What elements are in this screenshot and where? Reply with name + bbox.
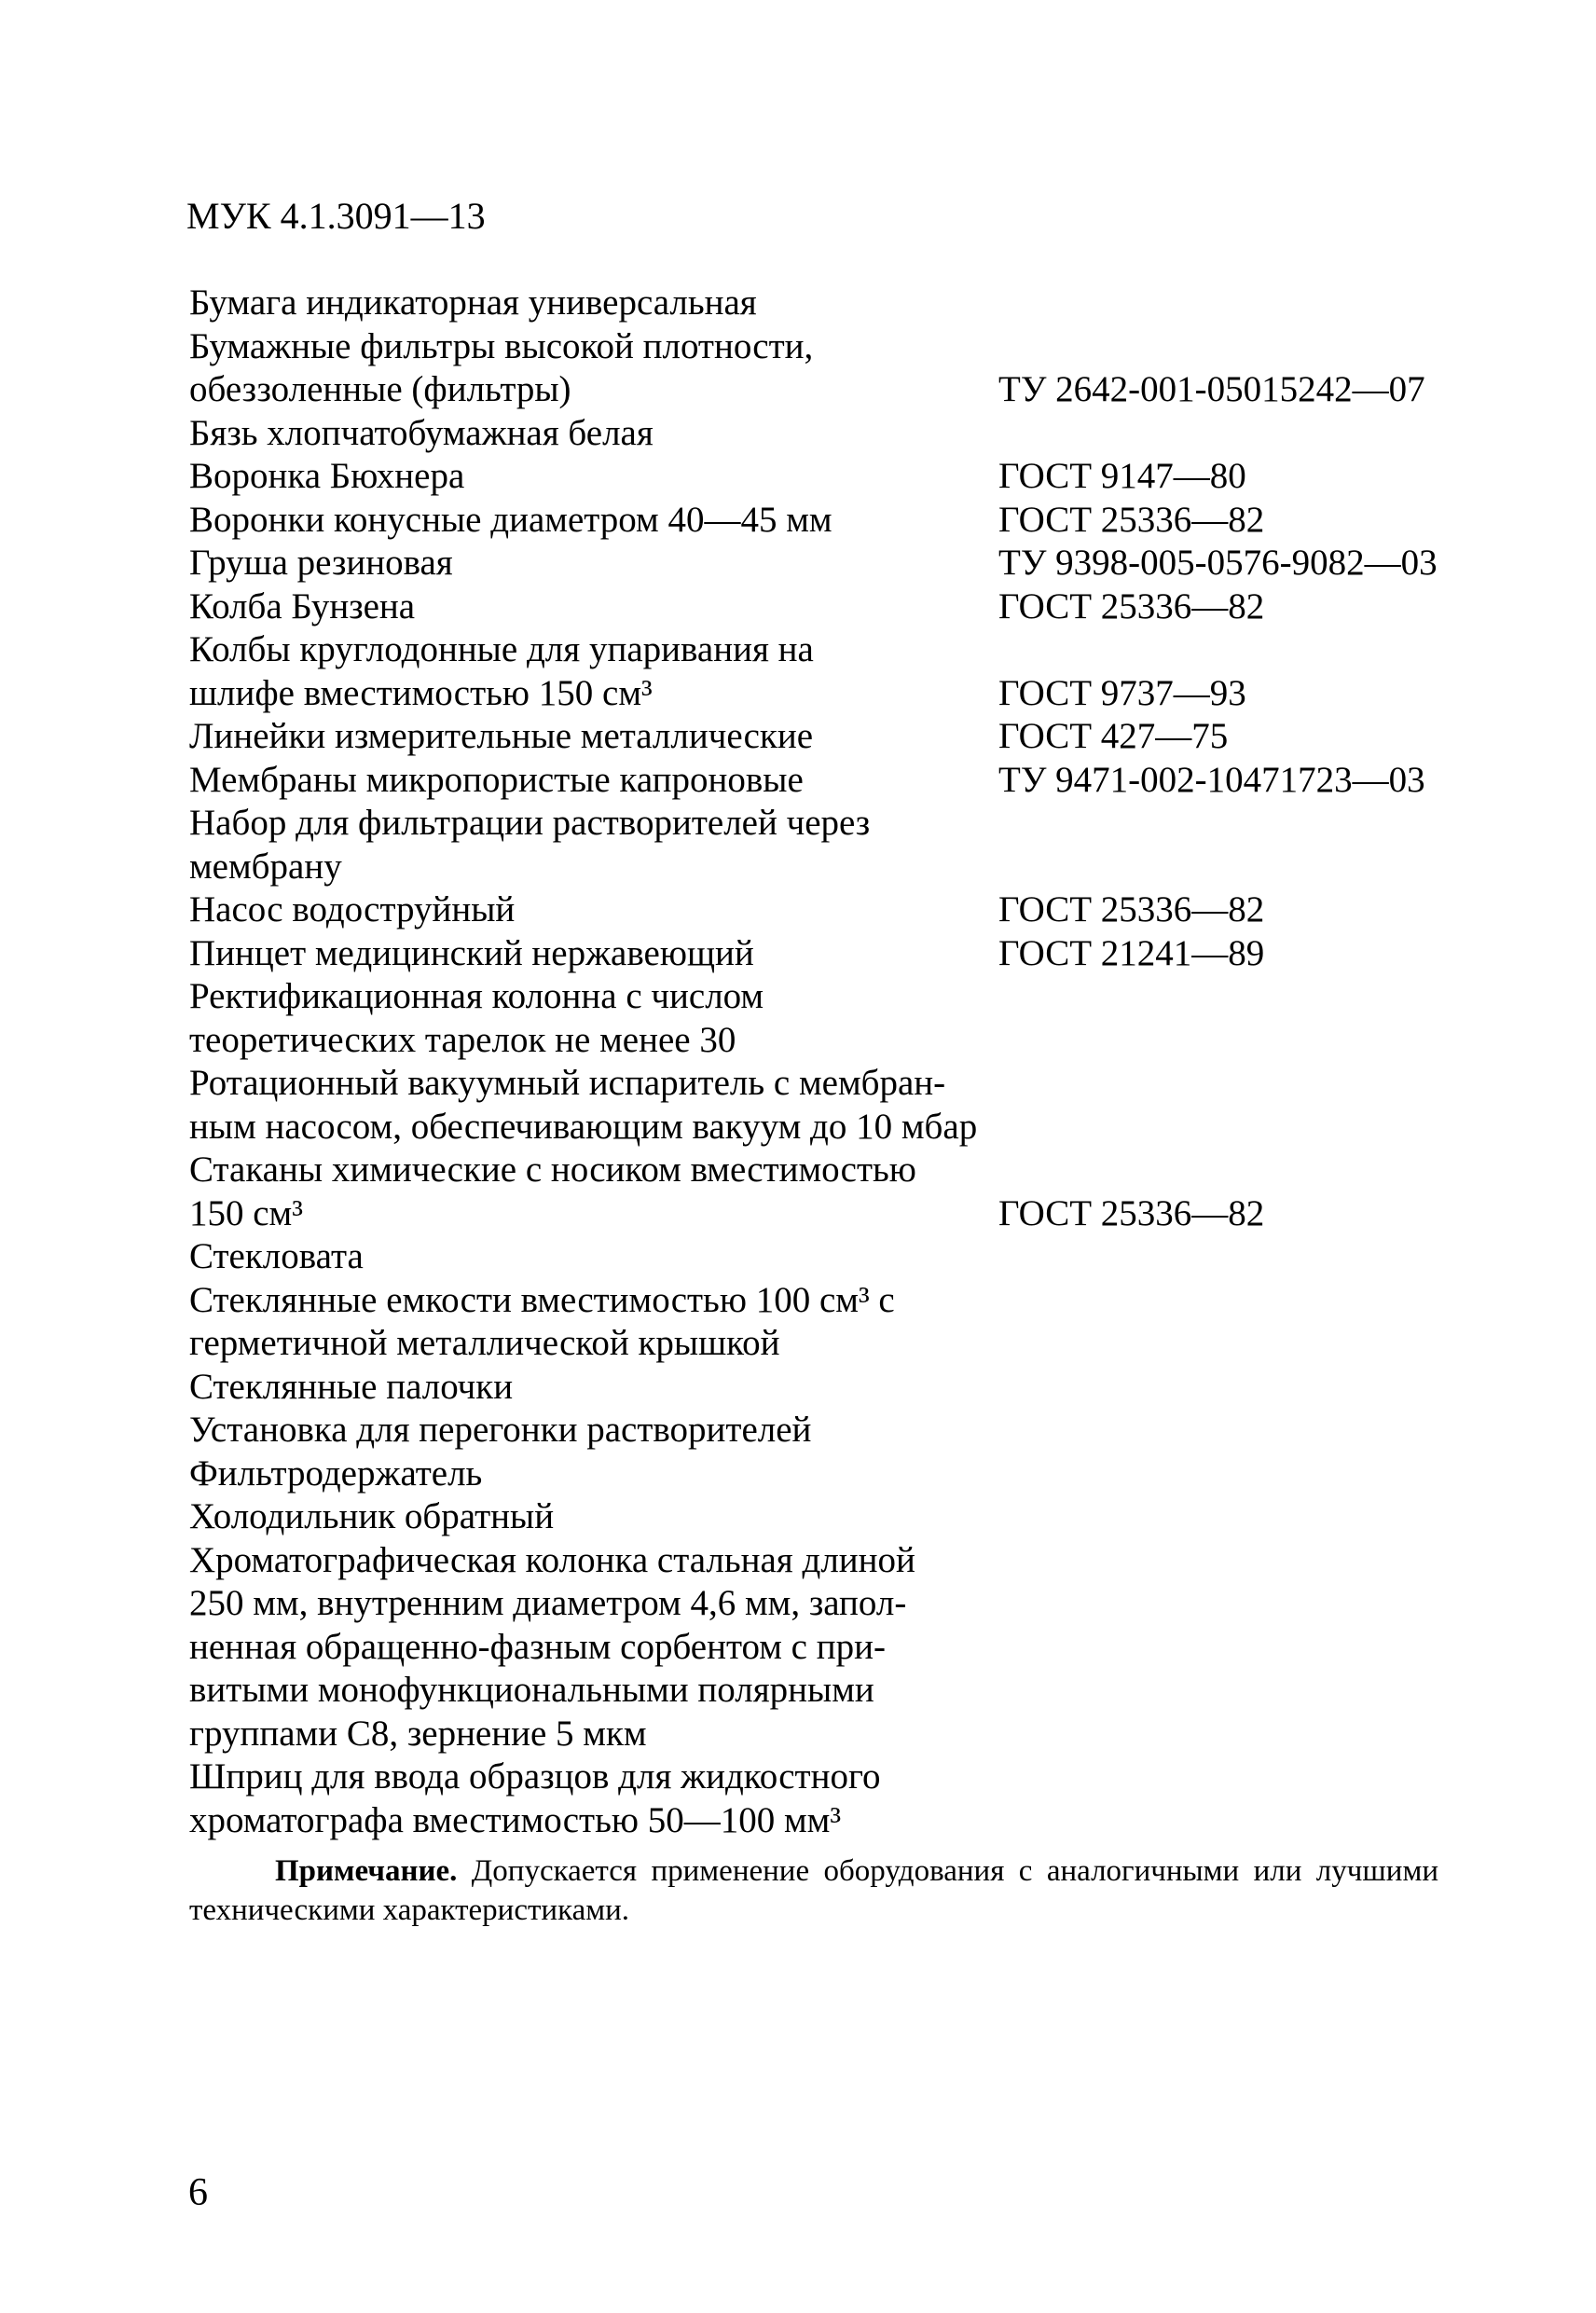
equipment-name-line: шлифе вместимостью 150 см³ <box>189 672 653 713</box>
equipment-row <box>189 1669 1494 1713</box>
note-title: Примечание. <box>275 1854 458 1888</box>
equipment-row <box>189 282 1494 325</box>
equipment-row <box>189 499 1494 543</box>
equipment-name-line: Набор для фильтрации растворителей через <box>189 803 871 843</box>
equipment-row <box>189 628 1494 672</box>
equipment-name-line: Воронки конусные диаметром 40—45 мм <box>189 499 832 540</box>
equipment-row <box>189 585 1494 629</box>
equipment-name-line: Стекловата <box>189 1236 364 1276</box>
equipment-row <box>189 932 1494 976</box>
equipment-row <box>189 325 1494 369</box>
equipment-name-line: хроматографа вместимостью 50—100 мм³ <box>189 1799 842 1840</box>
equipment-row <box>189 888 1494 932</box>
equipment-name-line: Фильтродержатель <box>189 1453 483 1494</box>
equipment-standard: ТУ 9398-005-0576-9082—03 <box>998 543 1438 583</box>
equipment-row <box>189 368 1494 412</box>
equipment-row <box>189 846 1494 889</box>
equipment-row <box>189 802 1494 846</box>
document-code-header: МУК 4.1.3091—13 <box>186 195 486 237</box>
equipment-row <box>189 715 1494 759</box>
equipment-standard: ГОСТ 427—75 <box>998 716 1229 756</box>
equipment-name-line: Груша резиновая <box>189 543 453 583</box>
equipment-row <box>189 759 1494 803</box>
equipment-row <box>189 1453 1494 1496</box>
equipment-row <box>189 1799 1494 1843</box>
note-text: Допускается применение оборудования с аналогичными или лучшими техническими характеристиками. <box>189 1854 1438 1927</box>
equipment-name-line: Хроматографическая колонка стальная длиной <box>189 1539 915 1580</box>
equipment-name-line: Бумага индикаторная универсальная <box>189 282 757 323</box>
equipment-name-line: 150 см³ <box>189 1192 303 1233</box>
equipment-row <box>189 1235 1494 1279</box>
equipment-standard: ТУ 9471-002-10471723—03 <box>998 759 1425 800</box>
equipment-standard: ГОСТ 9737—93 <box>998 672 1246 713</box>
equipment-row <box>189 1106 1494 1150</box>
equipment-name-line: Холодильник обратный <box>189 1496 555 1536</box>
equipment-standard: ТУ 2642-001-05015242—07 <box>998 369 1425 409</box>
equipment-name-line: Колба Бунзена <box>189 585 416 626</box>
equipment-name-line: Мембраны микропористые капроновые <box>189 759 804 800</box>
equipment-row <box>189 455 1494 499</box>
equipment-name-line: герметичной металлической крышкой <box>189 1323 780 1363</box>
equipment-row <box>189 1582 1494 1626</box>
equipment-row <box>189 1019 1494 1063</box>
equipment-row <box>189 1149 1494 1192</box>
equipment-name-line: Установка для перегонки растворителей <box>189 1410 812 1450</box>
equipment-name-line: Стеклянные палочки <box>189 1366 514 1407</box>
equipment-name-line: Ротационный вакуумный испаритель с мембран- <box>189 1063 946 1103</box>
equipment-name-line: Насос водоструйный <box>189 889 516 929</box>
equipment-row <box>189 1495 1494 1539</box>
equipment-name-line: Бязь хлопчатобумажная белая <box>189 412 654 453</box>
equipment-row <box>189 1626 1494 1670</box>
equipment-standard: ГОСТ 25336—82 <box>998 889 1265 929</box>
equipment-row <box>189 1409 1494 1453</box>
equipment-name-line: ным насосом, обеспечивающим вакуум до 10 мбар <box>189 1106 978 1147</box>
equipment-row <box>189 672 1494 716</box>
equipment-row <box>189 412 1494 456</box>
equipment-name-line: мембрану <box>189 846 342 887</box>
note-paragraph <box>189 1852 1438 1930</box>
equipment-name-line: Стаканы химические с носиком вместимостью <box>189 1150 916 1190</box>
equipment-name-line: Шприц для ввода образцов для жидкостного <box>189 1756 881 1797</box>
equipment-name-line: обеззоленные (фильтры) <box>189 369 571 409</box>
equipment-row <box>189 1755 1494 1799</box>
equipment-name-line: Колбы круглодонные для упаривания на <box>189 629 814 669</box>
equipment-standard: ГОСТ 21241—89 <box>998 932 1265 973</box>
equipment-row <box>189 1192 1494 1236</box>
equipment-row <box>189 975 1494 1019</box>
equipment-name-line: витыми монофункциональными полярными <box>189 1670 874 1710</box>
equipment-row <box>189 1062 1494 1106</box>
equipment-standard: ГОСТ 25336—82 <box>998 499 1265 540</box>
equipment-name-line: ненная обращенно-фазным сорбентом с при- <box>189 1626 886 1667</box>
equipment-standard: ГОСТ 9147—80 <box>998 456 1246 496</box>
equipment-row <box>189 542 1494 585</box>
page-number: 6 <box>188 2171 208 2214</box>
equipment-standard: ГОСТ 25336—82 <box>998 585 1265 626</box>
equipment-name-line: Ректификационная колонна с числом <box>189 976 764 1016</box>
equipment-name-line: группами С8, зернение 5 мкм <box>189 1713 647 1754</box>
equipment-name-line: Линейки измерительные металлические <box>189 716 814 756</box>
equipment-row <box>189 1713 1494 1756</box>
equipment-name-line: 250 мм, внутренним диаметром 4,6 мм, запол- <box>189 1583 907 1623</box>
equipment-name-line: Воронка Бюхнера <box>189 456 465 496</box>
equipment-row <box>189 1279 1494 1323</box>
equipment-row <box>189 1322 1494 1366</box>
equipment-name-line: Стеклянные емкости вместимостью 100 см³ с <box>189 1279 895 1320</box>
equipment-name-line: Бумажные фильтры высокой плотности, <box>189 325 814 366</box>
equipment-row <box>189 1366 1494 1410</box>
equipment-row <box>189 1539 1494 1583</box>
equipment-name-line: Пинцет медицинский нержавеющий <box>189 932 754 973</box>
equipment-standard: ГОСТ 25336—82 <box>998 1192 1265 1233</box>
equipment-list <box>189 282 1494 1842</box>
equipment-name-line: теоретических тарелок не менее 30 <box>189 1019 736 1060</box>
